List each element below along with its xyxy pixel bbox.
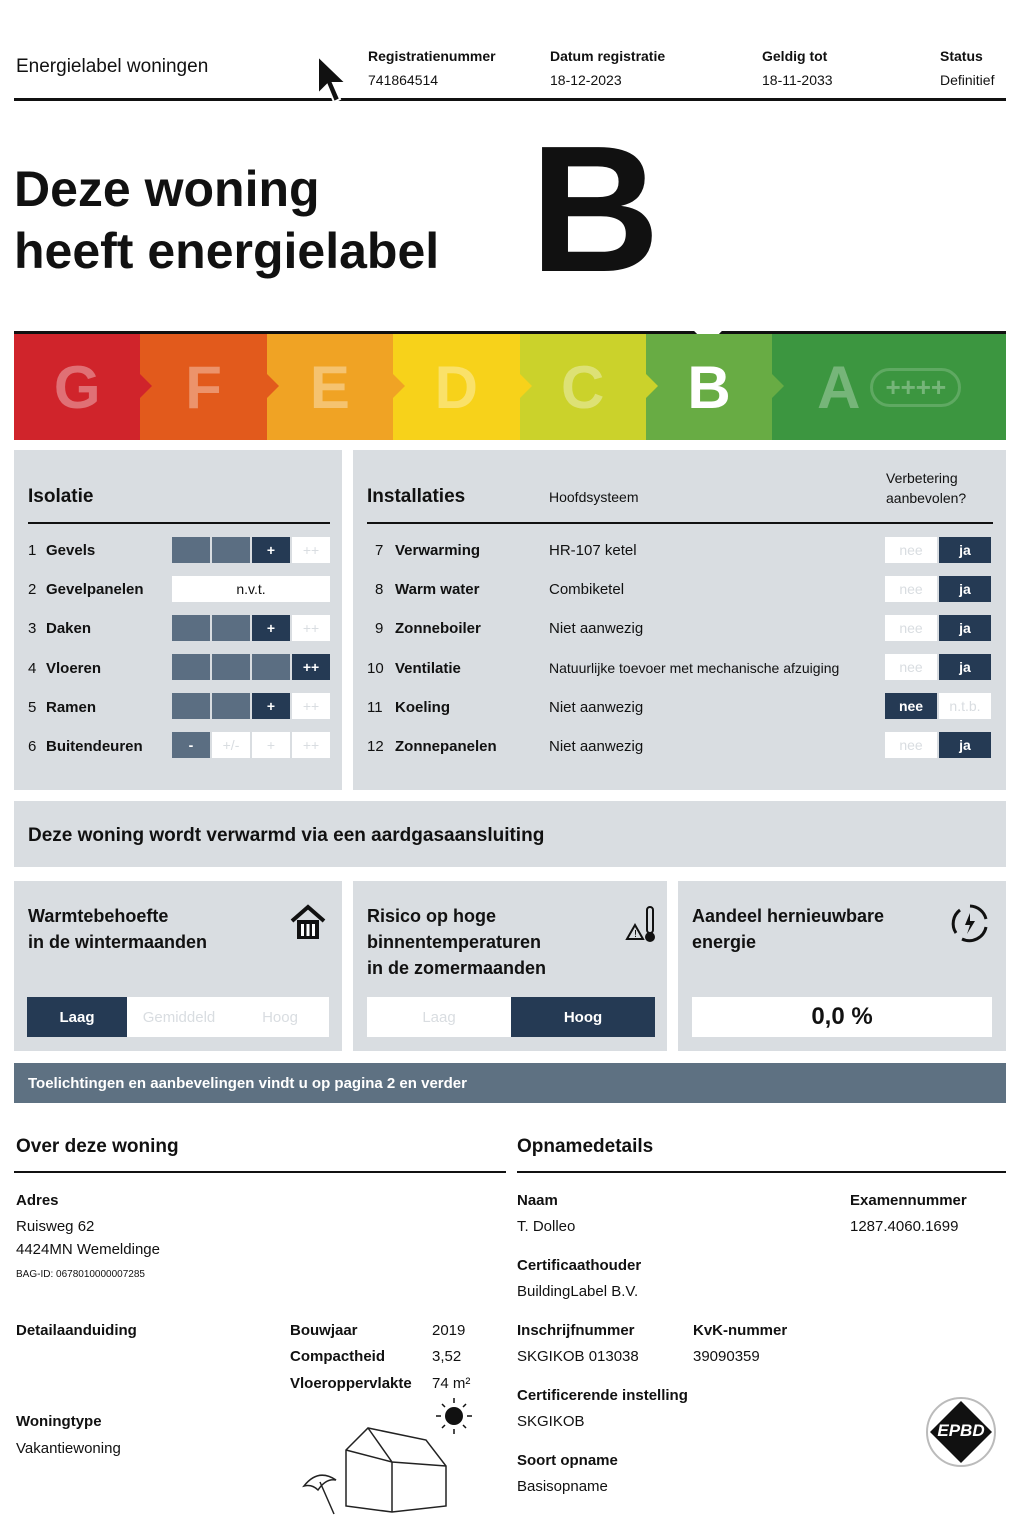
over-rule xyxy=(14,1171,506,1173)
valid-value: 18-11-2033 xyxy=(762,72,833,88)
row-system: Niet aanwezig xyxy=(549,699,644,716)
scale-letter-b: B xyxy=(687,353,731,421)
rating-cell xyxy=(252,654,290,680)
rating-cell: ++ xyxy=(292,693,330,719)
rating-cell xyxy=(172,693,210,719)
vloer-label: Vloeroppervlakte xyxy=(290,1375,412,1392)
row-num: 4 xyxy=(28,660,37,677)
compact-value: 3,52 xyxy=(432,1348,462,1365)
isolatie-panel xyxy=(14,450,342,790)
risico-title xyxy=(367,903,546,981)
thermometer-warning-icon xyxy=(623,903,659,945)
inschr-value: SKGIKOB 013038 xyxy=(517,1348,639,1365)
scale-plus-badge: ++++ xyxy=(870,368,961,407)
rating-cell: ++ xyxy=(292,615,330,641)
valid-block xyxy=(762,48,833,88)
row-num: 3 xyxy=(28,620,37,637)
cert-value: BuildingLabel B.V. xyxy=(517,1283,639,1300)
warmte-title-line2: in de wintermaanden xyxy=(28,932,208,952)
renewable-energy-icon xyxy=(948,901,992,945)
row-num: 1 xyxy=(28,542,37,559)
row-name-daken: Daken xyxy=(46,620,92,637)
row-name-warm-water: Warm water xyxy=(395,581,480,598)
warmte-opt-gemiddeld: Gemiddeld xyxy=(127,997,231,1037)
rating-cell xyxy=(172,615,210,641)
risico-title-line3: in de zomermaanden xyxy=(367,958,547,978)
rating-cell xyxy=(172,654,210,680)
row-system: Combiketel xyxy=(549,581,625,598)
soort-label: Soort opname xyxy=(517,1452,618,1469)
scale-seg-f xyxy=(140,334,266,440)
row-system: HR-107 ketel xyxy=(549,542,637,559)
isolatie-rule xyxy=(28,522,330,524)
installaties-title: Installaties xyxy=(367,486,466,507)
no-cell: nee xyxy=(885,654,937,680)
epbd-logo-text: EPBD xyxy=(937,1421,985,1440)
aandeel-title xyxy=(692,903,884,955)
scale-seg-e xyxy=(267,334,393,440)
rating-cell: +/- xyxy=(212,732,250,758)
rating-cell xyxy=(172,537,210,563)
warmte-title xyxy=(28,903,207,955)
row-system: Natuurlijke toevoer met mechanische afzuiging xyxy=(549,660,840,676)
rating-cell xyxy=(212,654,250,680)
row-name-verwarming: Verwarming xyxy=(395,542,481,559)
headline-line2: heeft energielabel xyxy=(14,223,440,279)
date-value: 18-12-2023 xyxy=(550,72,622,88)
row-num: 9 xyxy=(375,620,384,637)
status-value: Definitief xyxy=(940,72,995,88)
aandeel-panel xyxy=(678,881,1006,1051)
col-system: Hoofdsysteem xyxy=(549,489,639,505)
risico-opt-hoog: Hoog xyxy=(511,997,655,1037)
rating-cell xyxy=(212,615,250,641)
over-title: Over deze woning xyxy=(16,1136,179,1157)
col-improve-line2: aanbevolen? xyxy=(886,490,967,506)
exam-label: Examennummer xyxy=(850,1192,967,1209)
row-num: 10 xyxy=(367,660,384,677)
row-name-ramen: Ramen xyxy=(46,699,97,716)
rating-cell: - xyxy=(172,732,210,758)
scale-seg-d xyxy=(393,334,519,440)
valid-label: Geldig tot xyxy=(762,48,828,64)
rating-cell: + xyxy=(252,732,290,758)
yes-cell: ja xyxy=(939,732,991,758)
scale-arrow xyxy=(520,374,532,398)
exam-value: 1287.4060.1699 xyxy=(850,1218,959,1235)
no-cell: nee xyxy=(885,537,937,563)
reg-label: Registratienummer xyxy=(368,48,496,64)
type-label: Woningtype xyxy=(16,1413,102,1430)
scale-seg-b xyxy=(646,334,772,440)
row-system: Niet aanwezig xyxy=(549,738,644,755)
inst-value: SKGIKOB xyxy=(517,1413,585,1430)
status-block xyxy=(940,48,994,88)
bag-id: BAG-ID: 0678010000007285 xyxy=(16,1269,145,1280)
row-name-ventilatie: Ventilatie xyxy=(395,660,461,677)
reg-value: 741864514 xyxy=(368,72,439,88)
no-cell: nee xyxy=(885,693,937,719)
row-num: 8 xyxy=(375,581,384,598)
row-num: 7 xyxy=(375,542,384,559)
risico-title-line2: binnentemperaturen xyxy=(367,932,542,952)
nvt-cell: n.v.t. xyxy=(172,576,330,602)
scale-letter-a: A xyxy=(817,353,861,421)
header-rule xyxy=(14,98,1006,101)
yes-cell: ja xyxy=(939,615,991,641)
yes-cell: ja xyxy=(939,537,991,563)
scale-arrow xyxy=(267,374,279,398)
rating-cell: ++ xyxy=(292,732,330,758)
soort-value: Basisopname xyxy=(517,1478,608,1495)
row-name-koeling: Koeling xyxy=(395,699,450,716)
row-name-zonneboiler: Zonneboiler xyxy=(395,620,481,637)
detail-label: Detailaanduiding xyxy=(16,1322,137,1339)
svg-text:!: ! xyxy=(633,929,638,940)
date-label: Datum registratie xyxy=(550,48,666,64)
rating-cell: + xyxy=(252,693,290,719)
risico-panel xyxy=(353,881,667,1051)
rating-cell: ++ xyxy=(292,654,330,680)
bouwjaar-label: Bouwjaar xyxy=(290,1322,358,1339)
col-improve-line1: Verbetering xyxy=(886,470,958,486)
epbd-logo xyxy=(922,1393,1000,1471)
row-name-zonnepanelen: Zonnepanelen xyxy=(395,738,497,755)
rating-cell xyxy=(212,693,250,719)
bouwjaar-value: 2019 xyxy=(432,1322,466,1339)
warmte-opt-laag: Laag xyxy=(27,997,127,1037)
scale-letter-f: F xyxy=(185,353,222,421)
headline-line1: Deze woning xyxy=(14,161,320,217)
naam-value: T. Dolleo xyxy=(517,1218,576,1235)
scale-letter-c: C xyxy=(561,353,605,421)
risico-opt-laag: Laag xyxy=(367,997,511,1037)
energy-label-letter: B xyxy=(530,109,660,310)
house-heating-icon xyxy=(288,903,328,943)
kvk-label: KvK-nummer xyxy=(693,1322,788,1339)
cert-label: Certificaathouder xyxy=(517,1257,642,1274)
heating-note: Deze woning wordt verwarmd via een aardgasaansluiting xyxy=(28,825,545,846)
kvk-value: 39090359 xyxy=(693,1348,760,1365)
scale-seg-g xyxy=(14,334,140,440)
installaties-panel xyxy=(353,450,1006,790)
aandeel-value: 0,0 % xyxy=(692,997,992,1037)
row-name-gevels: Gevels xyxy=(46,542,96,559)
scale-seg-a xyxy=(772,334,1006,440)
no-cell: nee xyxy=(885,576,937,602)
scale-arrow xyxy=(140,374,152,398)
compact-label: Compactheid xyxy=(290,1348,386,1365)
row-num: 11 xyxy=(367,699,383,716)
scale-letter-g: G xyxy=(53,353,101,421)
inschr-label: Inschrijfnummer xyxy=(517,1322,635,1339)
row-name-vloeren: Vloeren xyxy=(46,660,102,677)
scale-letter-e: E xyxy=(309,353,350,421)
row-name-gevelpanelen: Gevelpanelen xyxy=(46,581,144,598)
rating-cell xyxy=(212,537,250,563)
rating-cell: ++ xyxy=(292,537,330,563)
no-cell: nee xyxy=(885,615,937,641)
reg-block xyxy=(368,48,496,88)
yes-cell: ja xyxy=(939,576,991,602)
row-num: 5 xyxy=(28,699,37,716)
scale-arrow xyxy=(646,374,658,398)
aandeel-title-line1: Aandeel hernieuwbare xyxy=(692,906,885,926)
opname-rule xyxy=(517,1171,1006,1173)
info-banner: Toelichtingen en aanbevelingen vindt u op pagina 2 en verder xyxy=(14,1063,1006,1103)
scale-letter-d: D xyxy=(434,353,478,421)
headline xyxy=(14,158,439,282)
row-num: 6 xyxy=(28,738,37,755)
isolatie-title: Isolatie xyxy=(28,486,94,507)
ntb-cell: n.t.b. xyxy=(939,693,991,719)
vloer-value: 74 m² xyxy=(432,1375,471,1392)
date-block xyxy=(550,48,665,88)
installaties-rule xyxy=(367,522,993,524)
heating-note-panel xyxy=(14,801,1006,867)
row-system: Niet aanwezig xyxy=(549,620,644,637)
app-title: Energielabel woningen xyxy=(16,56,209,77)
aandeel-title-line2: energie xyxy=(692,932,757,952)
vacation-house-illustration xyxy=(296,1396,486,1526)
inst-label: Certificerende instelling xyxy=(517,1387,688,1404)
adres-line1: Ruisweg 62 xyxy=(16,1218,95,1235)
warmte-panel xyxy=(14,881,342,1051)
row-name-buitendeuren: Buitendeuren xyxy=(46,738,143,755)
warmte-title-line1: Warmtebehoefte xyxy=(28,906,169,926)
opname-title: Opnamedetails xyxy=(517,1136,654,1157)
scale-arrow xyxy=(772,374,784,398)
row-num: 2 xyxy=(28,581,37,598)
col-improve xyxy=(886,468,966,508)
type-value: Vakantiewoning xyxy=(16,1440,121,1457)
energy-scale xyxy=(14,334,1006,440)
mouse-cursor-icon xyxy=(316,54,350,108)
rating-cell: + xyxy=(252,537,290,563)
naam-label: Naam xyxy=(517,1192,558,1209)
status-label: Status xyxy=(940,48,983,64)
row-num: 12 xyxy=(367,738,384,755)
adres-line2: 4424MN Wemeldinge xyxy=(16,1241,160,1258)
rating-cell: + xyxy=(252,615,290,641)
risico-title-line1: Risico op hoge xyxy=(367,906,497,926)
no-cell: nee xyxy=(885,732,937,758)
warmte-opt-hoog: Hoog xyxy=(231,997,329,1037)
yes-cell: ja xyxy=(939,654,991,680)
adres-label: Adres xyxy=(16,1192,59,1209)
scale-arrow xyxy=(393,374,405,398)
scale-seg-c xyxy=(520,334,646,440)
